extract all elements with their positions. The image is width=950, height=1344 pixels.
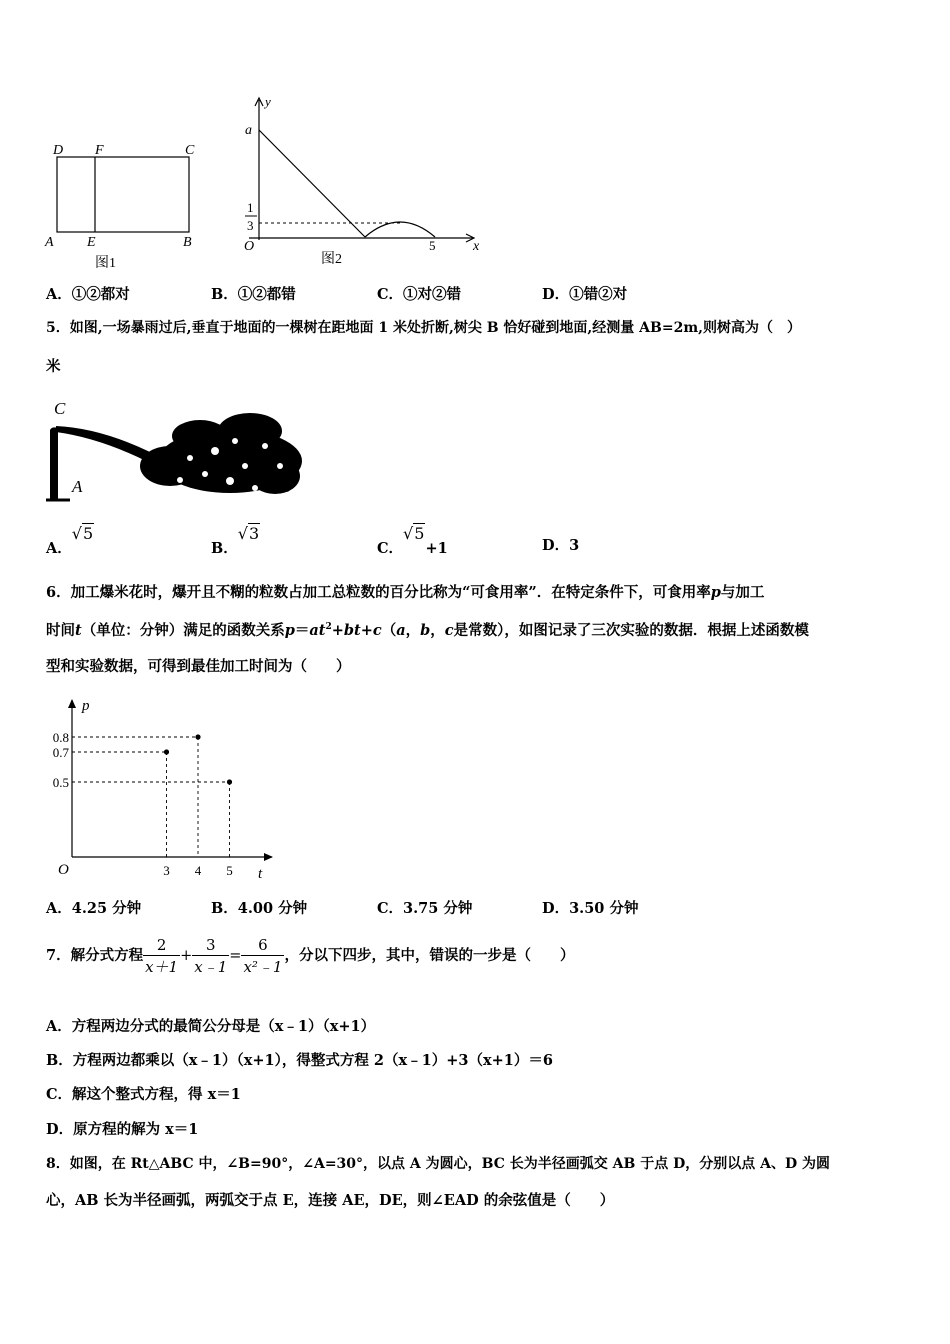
fraction-denominator: 3 xyxy=(247,218,254,233)
q8-question-line1: 8．如图，在 Rt△ABC 中，∠B=90°，∠A=30°，以点 A 为圆心，BC 长为半径画弧交 AB 于点 D，分别以点 A、D 为圆 xyxy=(46,1156,830,1172)
q6-option-a[interactable]: A．4.25 分钟 xyxy=(46,900,142,917)
q6-option-b[interactable]: B．4.00 分钟 xyxy=(211,900,308,917)
broken-trunk xyxy=(56,426,150,462)
chart-y-tick-label: 0.7 xyxy=(52,745,69,760)
q5-question-line1: 5．如图,一场暴雨过后,垂直于地面的一棵树在距地面 1 米处折断,树尖 B 恰好碰到地面,经测量 AB=2m,则树高为（ ） xyxy=(46,320,802,336)
q6-question-line3: 型和实验数据，可得到最佳加工时间为（ ） xyxy=(46,658,351,675)
chart-data-point xyxy=(195,734,200,739)
fraction-2: $\frac{3}{x﹣1}$ xyxy=(194,935,228,976)
fraction-1: $\frac{2}{x+1}$ xyxy=(145,935,179,976)
chart-y-tick-label: 0.5 xyxy=(52,775,69,790)
q5-question-line2: 米 xyxy=(46,358,61,375)
q5-option-a[interactable]: A．√5 xyxy=(46,524,94,557)
tree-label-c: C xyxy=(54,399,66,418)
chart-x-arrow-icon xyxy=(264,853,273,861)
figure-2-graph xyxy=(235,92,495,272)
q8-question-line2: 心，AB 长为半径画弧，两弧交于点 E，连接 AE，DE，则∠EAD 的余弦值是（ ） xyxy=(46,1192,615,1209)
line-segment xyxy=(259,130,365,237)
x-axis-label: x xyxy=(473,239,480,254)
q6-option-d[interactable]: D．3.50 分钟 xyxy=(542,900,639,917)
point-label-a: A xyxy=(45,235,54,250)
a-label: a xyxy=(245,123,252,138)
x-tick-5: 5 xyxy=(429,238,436,253)
tree-label-a: A xyxy=(72,477,83,496)
chart-y-arrow-icon xyxy=(68,699,76,708)
figure-1-rectangle xyxy=(40,138,210,273)
figure-1-caption: 图1 xyxy=(95,256,116,271)
figure-2-caption: 图2 xyxy=(321,252,342,267)
q6-question-line1: 6．加工爆米花时，爆开且不糊的粒数占加工总粒数的百分比称为“可食用率”．在特定条件下，可食用率p与加工 xyxy=(46,584,765,601)
tree-label-b: B xyxy=(280,477,291,496)
chart-x-tick-label: 3 xyxy=(163,863,170,878)
q5-tree-figure xyxy=(40,396,310,506)
q6-option-c[interactable]: C．3.75 分钟 xyxy=(377,900,473,917)
point-label-c: C xyxy=(185,143,195,158)
y-axis-label: y xyxy=(265,94,271,109)
chart-x-tick-label: 5 xyxy=(226,863,233,878)
chart-data-point xyxy=(227,779,232,784)
fraction-numerator: 1 xyxy=(247,200,254,215)
q4-option-a[interactable]: A．①②都对 xyxy=(46,286,130,303)
tree-trunk xyxy=(50,427,58,500)
chart-data-point xyxy=(164,749,169,754)
tree-crown xyxy=(140,413,302,494)
chart-y-tick-label: 0.8 xyxy=(52,730,69,745)
origin-label: O xyxy=(244,239,255,254)
q7-option-b[interactable]: B．方程两边都乘以（x﹣1）（x+1），得整式方程 2（x﹣1）+3（x+1）＝6 xyxy=(46,1052,553,1069)
q4-option-b[interactable]: B．①②都错 xyxy=(211,286,296,303)
q5-option-c[interactable]: C．√5+1 xyxy=(377,524,448,557)
q6-scatter-chart xyxy=(40,692,290,887)
q7-option-c[interactable]: C．解这个整式方程，得 x＝1 xyxy=(46,1086,241,1103)
point-label-b: B xyxy=(183,235,192,250)
q7-option-a[interactable]: A．方程两边分式的最简公分母是（x﹣1）（x+1） xyxy=(46,1018,376,1035)
q4-option-d[interactable]: D．①错②对 xyxy=(542,286,628,303)
chart-y-label: p xyxy=(82,698,90,714)
point-label-e: E xyxy=(87,235,96,250)
q5-option-b[interactable]: B．√3 xyxy=(211,524,260,557)
chart-x-label: t xyxy=(258,866,263,882)
q6-question-line2: 时间t（单位：分钟）满足的函数关系$p=at^2+bt+c(a$，b，c是常数），如图记录了三次实验的数据．根据上述函数模 xyxy=(46,621,809,639)
point-label-d: D xyxy=(53,143,64,158)
rectangle-abcd xyxy=(57,157,189,232)
point-label-f: F xyxy=(95,143,104,158)
q7-question: 7．解分式方程 $\frac{2}{x+1}$ + $\frac{3}{x﹣1}$ = $\frac{6}{\text{x²﹣1}}$ ，分以下四步，其中，错误的一步是（ ） xyxy=(46,935,575,976)
chart-origin-label: O xyxy=(58,862,69,878)
fraction-3: $\frac{6}{\text{x²﹣1}}$ xyxy=(243,935,283,976)
arc-curve xyxy=(365,222,435,237)
q5-option-d[interactable]: D．3 xyxy=(542,537,580,554)
chart-x-tick-label: 4 xyxy=(194,863,202,878)
q4-option-c[interactable]: C．①对②错 xyxy=(377,286,462,303)
q7-option-d[interactable]: D．原方程的解为 x＝1 xyxy=(46,1121,199,1138)
